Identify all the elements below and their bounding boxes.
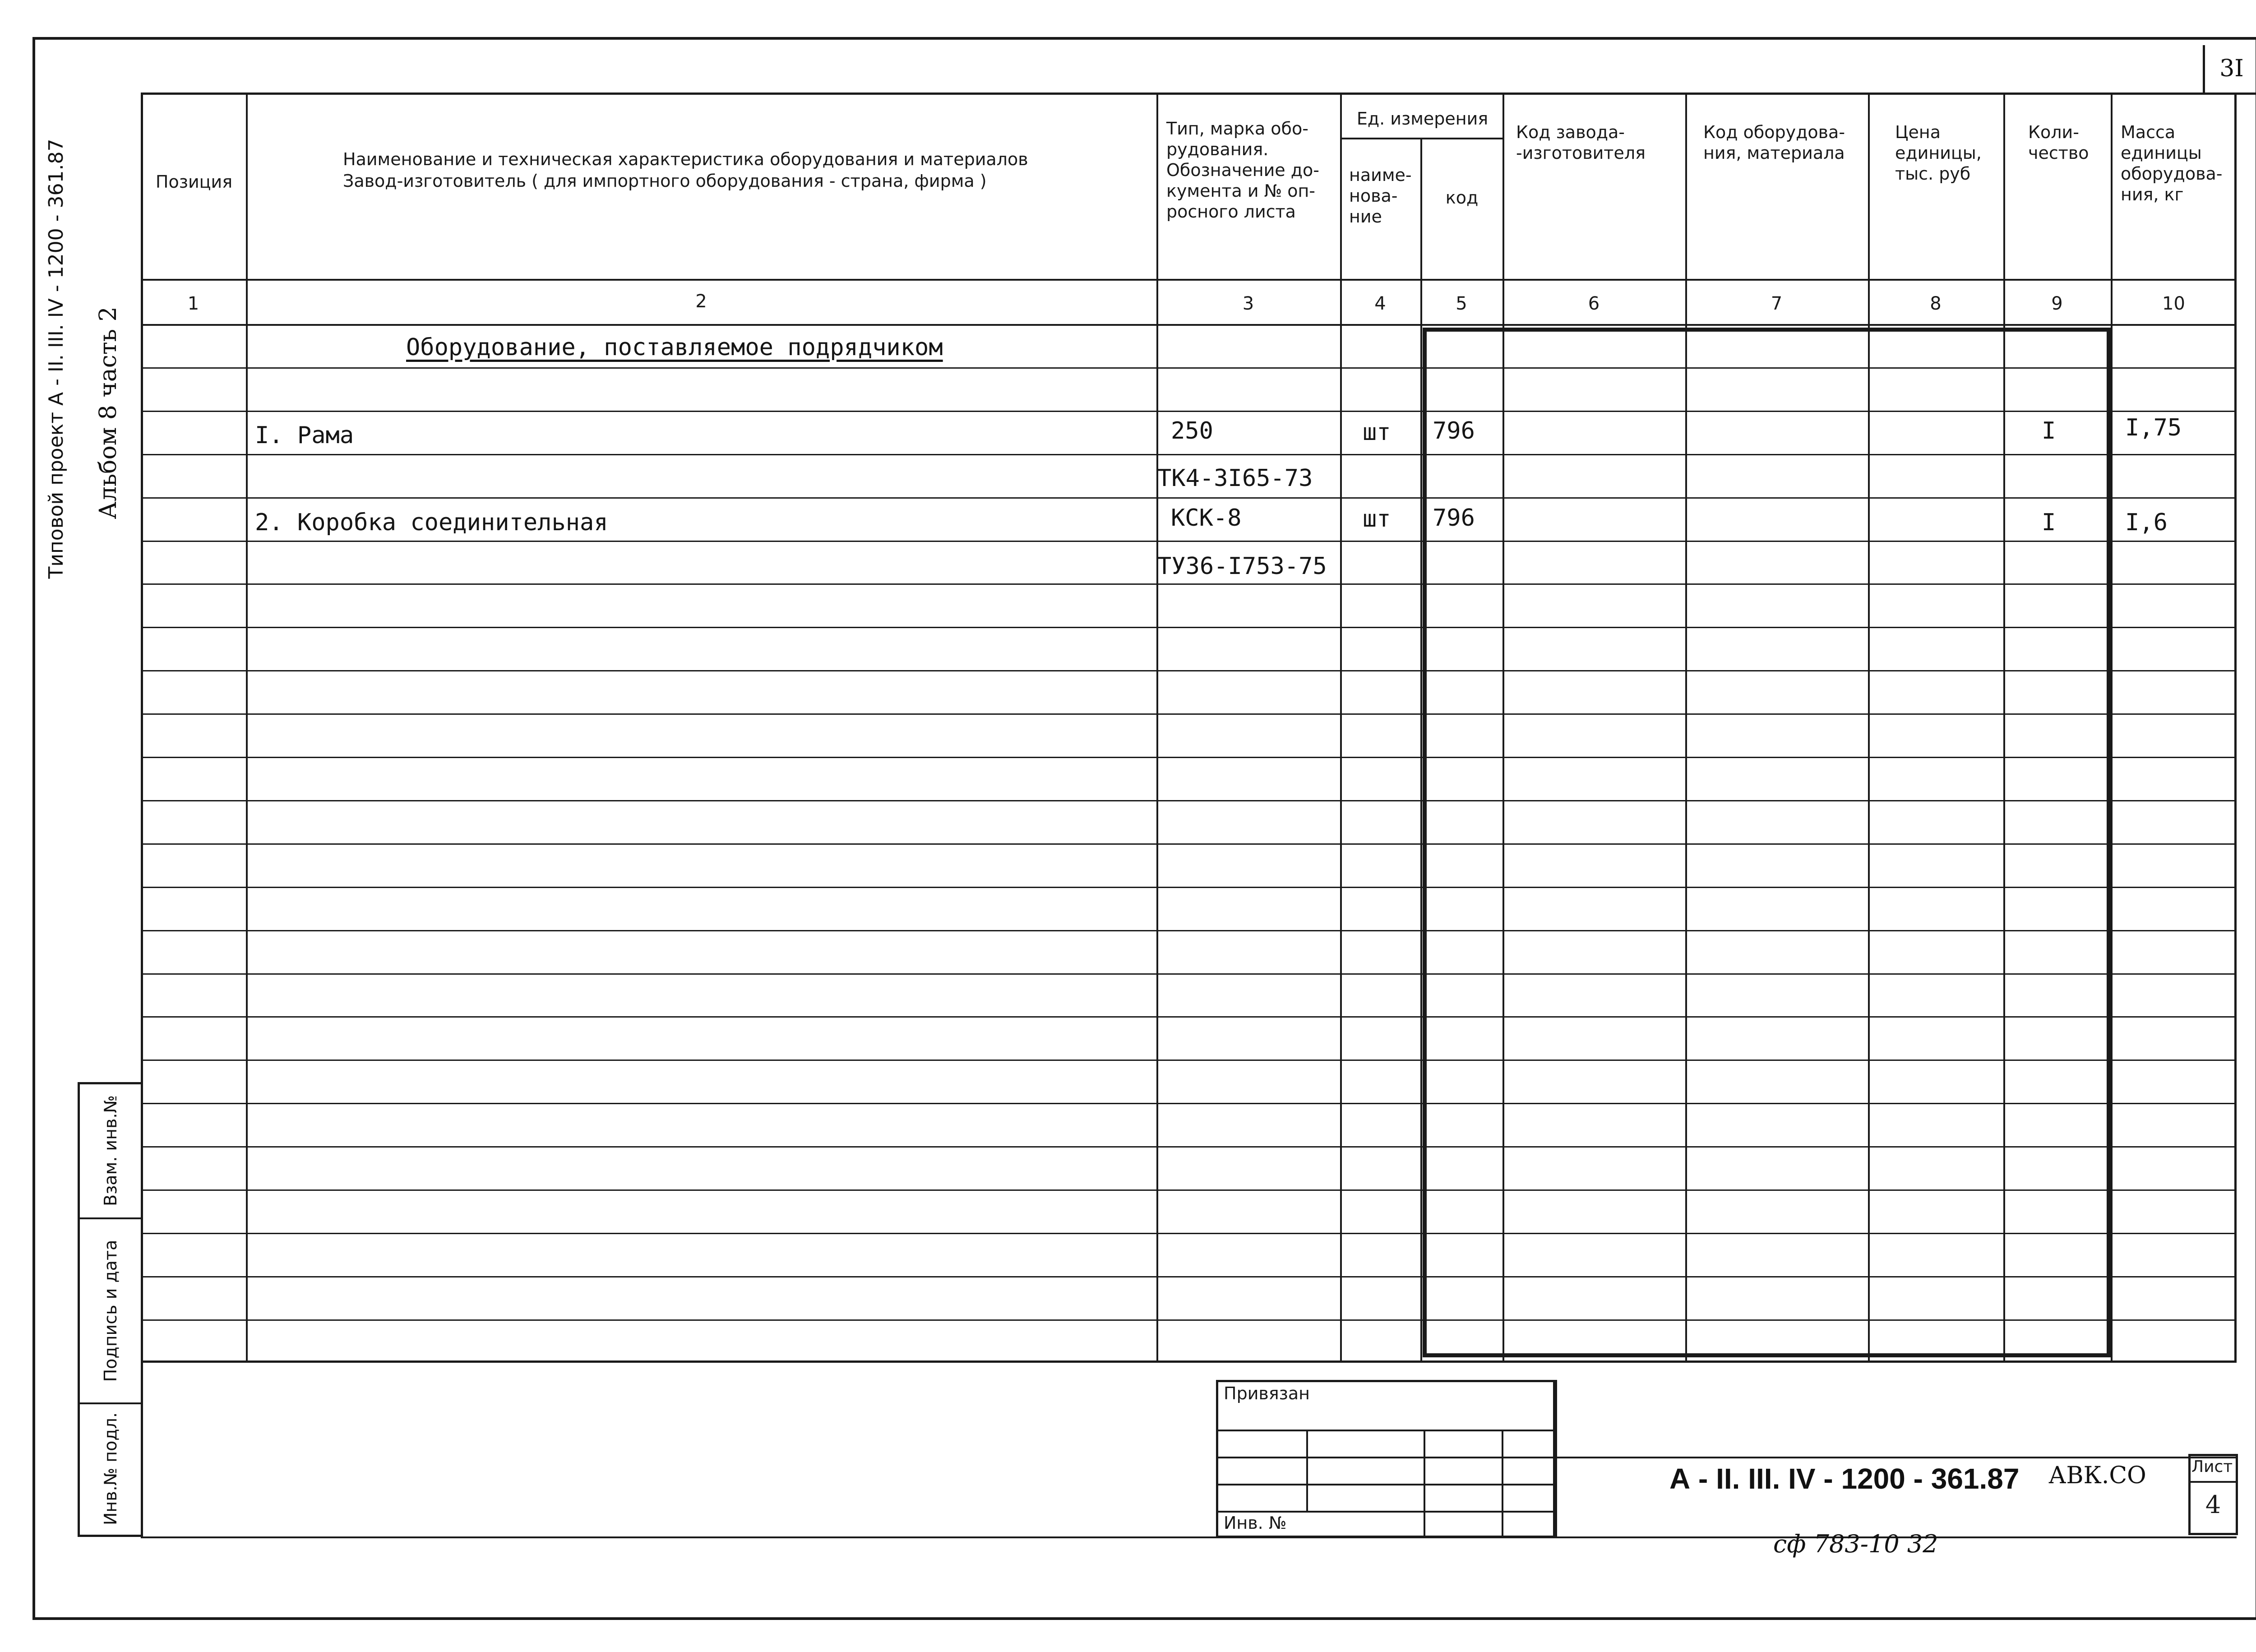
col-number: 9 bbox=[2051, 293, 2063, 314]
section-title: Оборудование, поставляемое подрядчиком bbox=[406, 334, 943, 361]
header-quantity: Коли- чество bbox=[2028, 122, 2089, 163]
row-2-code: 796 bbox=[1433, 504, 1475, 532]
list-label: Лист bbox=[2191, 1458, 2233, 1476]
header-name-line1: Наименование и техническая характеристика оборудования и материалов bbox=[343, 149, 1028, 169]
document-code: А - II. III. IV - 1200 - 361.87 bbox=[1669, 1462, 2020, 1495]
header-unit-name: наиме- нова- ние bbox=[1349, 165, 1412, 227]
col-number: 1 bbox=[187, 293, 199, 314]
highlighted-columns-frame bbox=[1423, 328, 2111, 1357]
list-number: 4 bbox=[2205, 1490, 2221, 1519]
footer-note: сф 783-10 32 bbox=[1773, 1530, 1938, 1558]
document-suffix: АВК.СО bbox=[2048, 1462, 2146, 1489]
stamp-vzam: Взам. инв.№ bbox=[101, 1095, 120, 1206]
stamp-inv-podl: Инв.№ подл. bbox=[101, 1412, 120, 1526]
album-caption: Альбом 8 часть 2 bbox=[95, 306, 122, 519]
header-unit: Ед. измерения bbox=[1356, 109, 1489, 129]
row-2-qty: I bbox=[2042, 509, 2056, 536]
row-2-doc: ТУ36-I753-75 bbox=[1157, 553, 1327, 580]
col-number: 5 bbox=[1456, 293, 1467, 314]
inv-number-label: Инв. № bbox=[1224, 1513, 1287, 1533]
row-1-mass: I,75 bbox=[2125, 414, 2182, 441]
header-price: Цена единицы, тыс. руб bbox=[1895, 122, 1982, 184]
col-number: 4 bbox=[1374, 293, 1386, 314]
header-mass: Масса единицы оборудова- ния, кг bbox=[2121, 122, 2223, 204]
row-1-qty: I bbox=[2042, 417, 2056, 444]
row-2-type: КСК-8 bbox=[1171, 504, 1242, 532]
col-number: 3 bbox=[1242, 293, 1254, 314]
col-number: 2 bbox=[695, 291, 707, 312]
col-number: 6 bbox=[1588, 293, 1600, 314]
row-2-name: 2. Коробка соединительная bbox=[255, 509, 608, 536]
row-2-mass: I,6 bbox=[2125, 509, 2168, 536]
row-1-name: I. Рама bbox=[255, 422, 354, 449]
header-position: Позиция bbox=[155, 172, 233, 192]
row-1-unit: шт bbox=[1363, 419, 1391, 446]
header-type: Тип, марка обо- рудования. Обозначение до- кумента и № оп- росного листа bbox=[1166, 119, 1319, 222]
col-number: 7 bbox=[1771, 293, 1783, 314]
col-number: 10 bbox=[2162, 293, 2185, 314]
row-1-doc: ТК4-3I65-73 bbox=[1157, 465, 1313, 492]
header-equipment-code: Код оборудова- ния, материала bbox=[1703, 122, 1845, 163]
project-caption: Типовой проект А - II. III. IV - 1200 - 361.87 bbox=[45, 139, 68, 579]
row-1-type: 250 bbox=[1171, 417, 1213, 444]
row-2-unit: шт bbox=[1363, 505, 1391, 532]
header-name-line2: Завод-изготовитель ( для импортного оборудования - страна, фирма ) bbox=[343, 171, 987, 191]
privyazan-label: Привязан bbox=[1224, 1384, 1310, 1403]
header-factory-code: Код завода- -изготовителя bbox=[1516, 122, 1646, 163]
header-unit-code: код bbox=[1445, 188, 1479, 208]
sheet-number: 3I bbox=[2203, 45, 2256, 95]
row-1-code: 796 bbox=[1433, 417, 1475, 444]
col-number: 8 bbox=[1930, 293, 1942, 314]
stamp-podpis: Подпись и дата bbox=[101, 1240, 120, 1382]
